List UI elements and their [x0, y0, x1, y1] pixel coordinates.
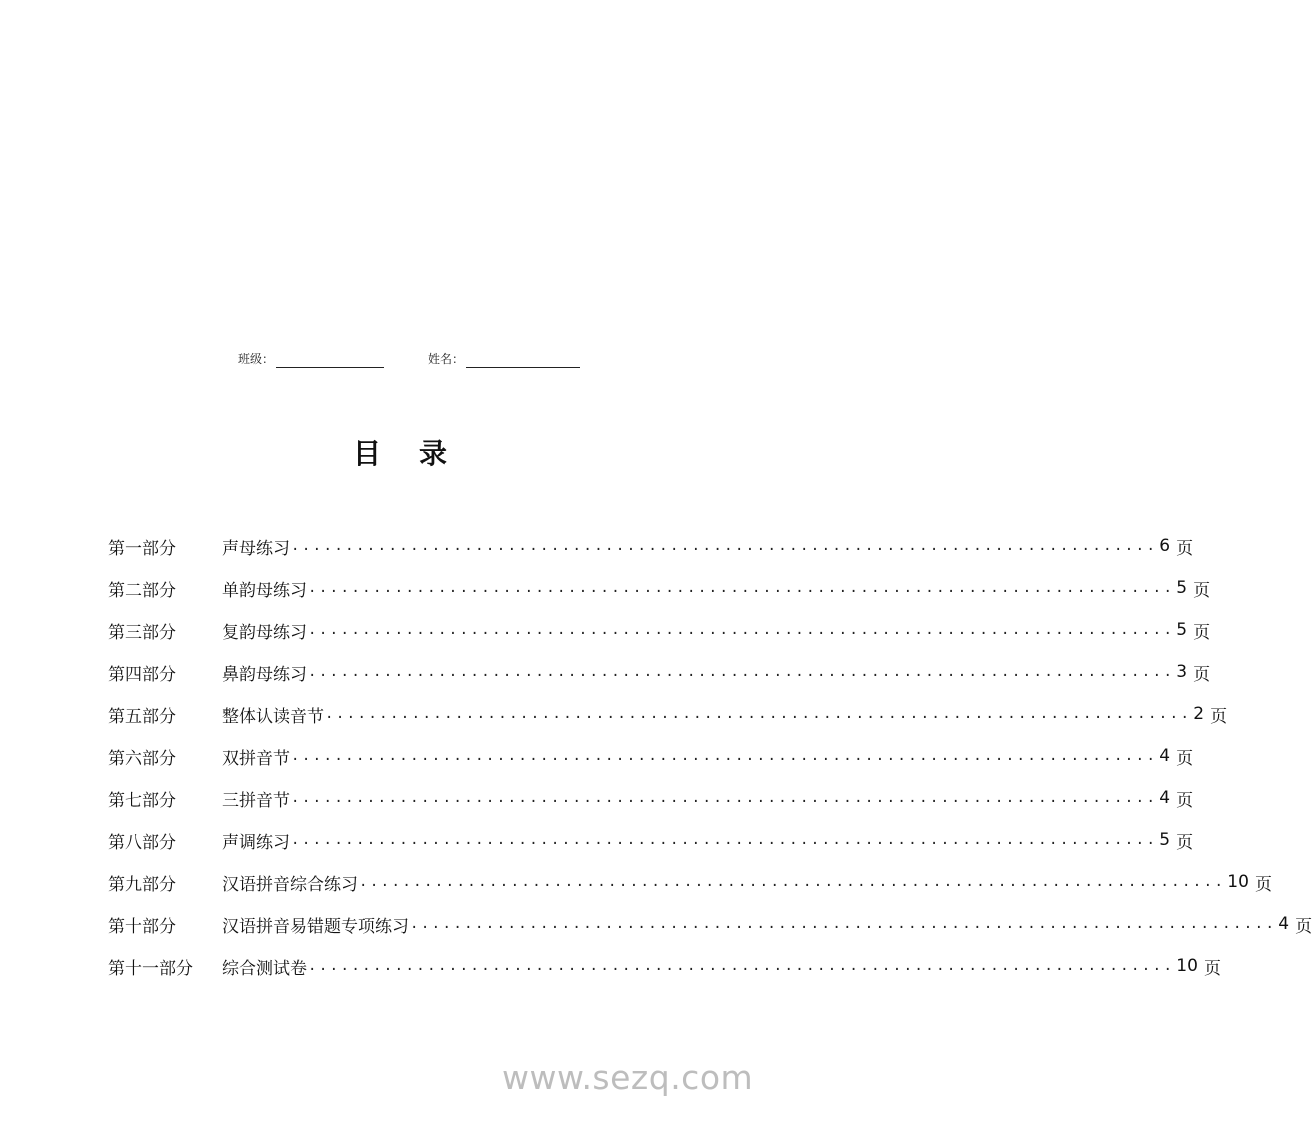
toc-part-label: 第五部分 [108, 706, 176, 727]
toc-page-unit: 页 [1203, 958, 1221, 979]
toc-section-name: 声母练习 [222, 538, 290, 559]
toc-section-name: 整体认读音节 [222, 706, 324, 727]
toc-row [108, 861, 1272, 903]
toc-page-unit: 页 [1176, 790, 1194, 811]
toc-section-name: 鼻韵母练习 [222, 664, 307, 685]
toc-leader-dots: ................................................................................ [291, 747, 1158, 764]
toc-row [108, 819, 1194, 861]
toc-page-unit: 页 [1193, 664, 1211, 685]
toc-page-unit: 页 [1210, 706, 1228, 727]
name-blank-line [466, 353, 580, 368]
class-blank-line [276, 353, 384, 368]
toc-part-label: 第十部分 [108, 916, 176, 937]
watermark: www.sezq.com [502, 1058, 754, 1097]
toc-section-name: 复韵母练习 [222, 622, 307, 643]
toc-section-name: 双拼音节 [222, 748, 290, 769]
toc-row [108, 777, 1194, 819]
toc-title-char-2: 录 [419, 437, 448, 470]
toc-page-unit: 页 [1295, 916, 1312, 937]
toc-leader-dots: ................................................................................ [291, 537, 1158, 554]
toc-part-label: 第八部分 [108, 832, 176, 853]
toc-page-unit: 页 [1176, 748, 1194, 769]
toc-row [108, 903, 1312, 945]
toc-page-count: 5 [1176, 620, 1188, 640]
toc-row [108, 567, 1211, 609]
toc-page-count: 3 [1176, 662, 1188, 682]
toc-page-unit: 页 [1176, 832, 1194, 853]
toc-part-label: 第四部分 [108, 664, 176, 685]
toc-page-unit: 页 [1254, 874, 1272, 895]
table-of-contents [108, 525, 1312, 987]
toc-page-count: 10 [1176, 956, 1198, 976]
toc-part-label: 第六部分 [108, 748, 176, 769]
toc-page-unit: 页 [1176, 538, 1194, 559]
toc-row [108, 693, 1228, 735]
toc-row [108, 651, 1211, 693]
toc-leader-dots: ................................................................................ [291, 831, 1158, 848]
toc-leader-dots: ................................................................................ [308, 579, 1175, 596]
toc-page-count: 5 [1159, 830, 1171, 850]
toc-row [108, 609, 1211, 651]
toc-leader-dots: ................................................................................ [325, 705, 1192, 722]
toc-page-count: 4 [1159, 746, 1171, 766]
toc-row [108, 945, 1221, 987]
toc-section-name: 汉语拼音综合练习 [222, 874, 358, 895]
toc-page-unit: 页 [1193, 580, 1211, 601]
toc-section-name: 汉语拼音易错题专项练习 [222, 916, 409, 937]
toc-leader-dots: ................................................................................ [308, 957, 1175, 974]
toc-leader-dots: ................................................................................ [308, 621, 1175, 638]
toc-leader-dots: ................................................................................ [359, 873, 1226, 890]
toc-row [108, 735, 1194, 777]
toc-section-name: 声调练习 [222, 832, 290, 853]
toc-section-name: 三拼音节 [222, 790, 290, 811]
toc-page-unit: 页 [1193, 622, 1211, 643]
toc-part-label: 第一部分 [108, 538, 176, 559]
toc-part-label: 第十一部分 [108, 958, 193, 979]
class-label: 班级： [238, 352, 275, 366]
class-field [238, 350, 384, 368]
toc-leader-dots: ................................................................................ [308, 663, 1175, 680]
toc-part-label: 第九部分 [108, 874, 176, 895]
toc-page-count: 5 [1176, 578, 1188, 598]
toc-page-count: 6 [1159, 536, 1171, 556]
toc-part-label: 第二部分 [108, 580, 176, 601]
name-field [428, 350, 580, 368]
name-label: 姓名： [428, 352, 465, 366]
toc-page-count: 2 [1193, 704, 1205, 724]
toc-page-count: 4 [1159, 788, 1171, 808]
toc-title [0, 432, 800, 472]
toc-title-char-1: 目 [352, 437, 381, 470]
toc-leader-dots: ................................................................................ [410, 915, 1277, 932]
toc-section-name: 单韵母练习 [222, 580, 307, 601]
toc-part-label: 第七部分 [108, 790, 176, 811]
toc-page-count: 4 [1278, 914, 1290, 934]
toc-part-label: 第三部分 [108, 622, 176, 643]
toc-leader-dots: ................................................................................ [291, 789, 1158, 806]
toc-row [108, 525, 1194, 567]
toc-page-count: 10 [1227, 872, 1249, 892]
toc-section-name: 综合测试卷 [222, 958, 307, 979]
student-info-fields [0, 350, 800, 370]
